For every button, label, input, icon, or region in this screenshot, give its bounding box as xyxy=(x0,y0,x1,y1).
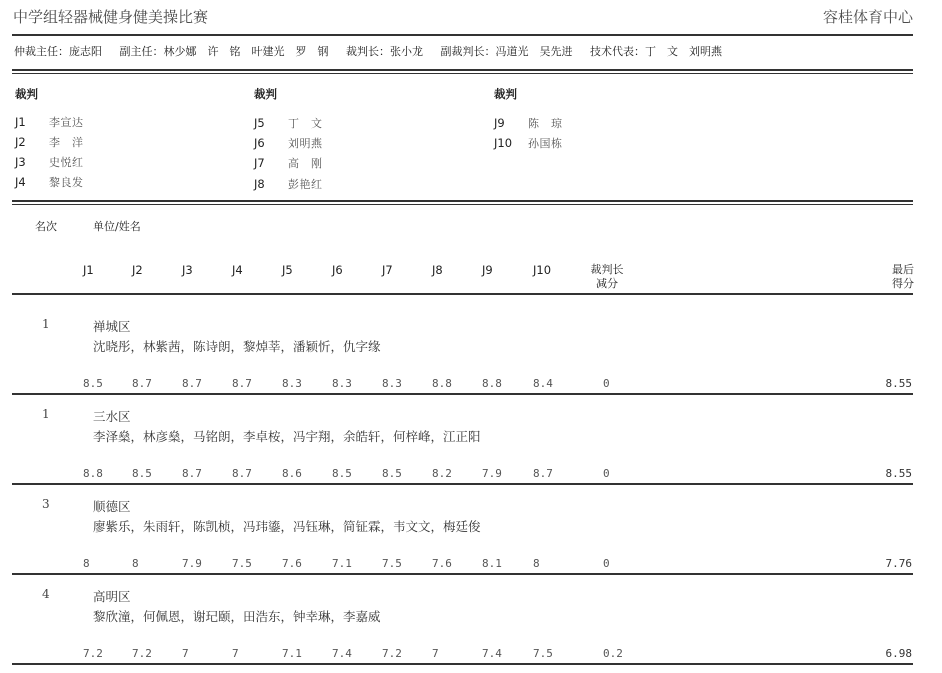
judge-score: 8.7 xyxy=(232,377,252,390)
venue-name: 容桂体育中心 xyxy=(822,8,913,26)
judge-entry: J8 彭艳红 xyxy=(254,177,323,191)
deduction-value: 0 xyxy=(603,377,610,390)
page-title: 中学组轻器械健身健美操比赛 xyxy=(13,8,209,26)
judge-entry: J6 刘明燕 xyxy=(254,136,323,150)
judge-score: 7.9 xyxy=(482,467,502,480)
rank-column-header: 名次 xyxy=(35,220,57,233)
judge-score: 7.2 xyxy=(382,647,402,660)
team-members: 李泽燊，林彦燊，马铭朗，李卓桉，冯宇翔，余皓轩，何梓峰，江正阳 xyxy=(93,429,481,444)
final-score: 7.76 xyxy=(885,557,912,570)
divider xyxy=(12,293,913,295)
judge-score: 7.4 xyxy=(482,647,502,660)
judge-column-header: J1 xyxy=(83,263,94,277)
row-divider xyxy=(12,393,913,395)
divider xyxy=(12,204,913,205)
final-score: 8.55 xyxy=(885,377,912,390)
judge-score: 7.5 xyxy=(533,647,553,660)
judge-entry: J10 孙国栋 xyxy=(494,136,563,150)
judge-entry: J9 陈 琼 xyxy=(494,116,563,130)
judge-column-header: J6 xyxy=(332,263,343,277)
judge-entry: J1 李宣达 xyxy=(15,115,84,129)
divider xyxy=(12,69,913,71)
deduction-column-header: 裁判长 减分 xyxy=(590,263,624,290)
row-divider xyxy=(12,573,913,575)
judges-heading: 裁判 xyxy=(494,87,517,101)
divider xyxy=(12,73,913,74)
judge-score: 7 xyxy=(432,647,439,660)
judge-score: 7 xyxy=(232,647,239,660)
judge-score: 8.3 xyxy=(282,377,302,390)
official-chief-arbiter: 仲裁主任：庞志阳 xyxy=(14,45,102,58)
judge-column-header: J7 xyxy=(382,263,393,277)
judge-score: 8.8 xyxy=(83,467,103,480)
judge-score: 8.7 xyxy=(533,467,553,480)
judge-score: 7.9 xyxy=(182,557,202,570)
judge-score: 8.2 xyxy=(432,467,452,480)
divider xyxy=(12,34,913,36)
team-members: 廖紫乐，朱雨轩，陈凯桢，冯玮鎏，冯钰琳，简钲霖，韦文文，梅廷俊 xyxy=(93,519,481,534)
judge-column-header: J5 xyxy=(282,263,293,277)
judge-score: 8.1 xyxy=(482,557,502,570)
judge-score: 8.7 xyxy=(132,377,152,390)
divider xyxy=(12,200,913,202)
official-head-judge: 裁判长：张小龙 xyxy=(346,45,423,58)
judge-column-header: J2 xyxy=(132,263,143,277)
judge-score: 8.7 xyxy=(182,467,202,480)
judge-score: 7.1 xyxy=(282,647,302,660)
rank-value: 3 xyxy=(42,497,50,511)
judge-column-header: J3 xyxy=(182,263,193,277)
final-score-column-header: 最后 得分 xyxy=(892,263,914,290)
judges-heading: 裁判 xyxy=(15,87,38,101)
unit-name: 三水区 xyxy=(93,409,131,424)
judge-entry: J3 史悦红 xyxy=(15,155,84,169)
judge-score: 8 xyxy=(83,557,90,570)
final-score: 8.55 xyxy=(885,467,912,480)
deduction-value: 0 xyxy=(603,467,610,480)
judge-score: 8 xyxy=(132,557,139,570)
judge-score: 7.6 xyxy=(282,557,302,570)
official-deputy-director: 副主任：林少娜 许 铭 叶建光 罗 钢 xyxy=(119,45,329,58)
row-divider xyxy=(12,483,913,485)
judge-score: 8.8 xyxy=(432,377,452,390)
judge-score: 7 xyxy=(182,647,189,660)
judge-score: 7.2 xyxy=(132,647,152,660)
judge-score: 8.5 xyxy=(332,467,352,480)
judge-column-header: J4 xyxy=(232,263,243,277)
judge-score: 8.5 xyxy=(382,467,402,480)
unit-name: 顺德区 xyxy=(93,499,131,514)
officials-line xyxy=(14,43,736,59)
judge-entry: J4 黎良发 xyxy=(15,175,84,189)
team-members: 沈晓彤，林紫茜，陈诗朗，黎焯莘，潘颖忻，仇字缘 xyxy=(93,339,381,354)
judges-heading: 裁判 xyxy=(254,87,277,101)
judge-score: 8 xyxy=(533,557,540,570)
unit-column-header: 单位/姓名 xyxy=(93,220,141,233)
judge-column-header: J10 xyxy=(533,263,552,277)
judge-score: 8.7 xyxy=(182,377,202,390)
judge-score: 7.5 xyxy=(232,557,252,570)
judge-score: 8.5 xyxy=(83,377,103,390)
judge-score: 8.3 xyxy=(332,377,352,390)
judge-entry: J2 李 洋 xyxy=(15,135,84,149)
team-members: 黎欣潼，何佩恩，谢玘颐，田浩东，钟幸琳，李嘉威 xyxy=(93,609,381,624)
official-deputy-head-judge: 副裁判长：冯道光 吴先进 xyxy=(440,45,573,58)
unit-name: 禅城区 xyxy=(93,319,131,334)
row-divider xyxy=(12,663,913,665)
judge-score: 7.4 xyxy=(332,647,352,660)
judge-score: 7.6 xyxy=(432,557,452,570)
judge-score: 8.5 xyxy=(132,467,152,480)
unit-name: 高明区 xyxy=(93,589,131,604)
rank-value: 4 xyxy=(42,587,50,601)
judge-score: 8.7 xyxy=(232,467,252,480)
judge-entry: J7 高 刚 xyxy=(254,156,323,170)
judge-score: 7.5 xyxy=(382,557,402,570)
official-technical-delegate: 技术代表：丁 文 刘明燕 xyxy=(590,45,722,58)
judge-score: 8.8 xyxy=(482,377,502,390)
judge-score: 7.2 xyxy=(83,647,103,660)
judge-column-header: J8 xyxy=(432,263,443,277)
judge-score: 8.4 xyxy=(533,377,553,390)
judge-column-header: J9 xyxy=(482,263,493,277)
rank-value: 1 xyxy=(42,407,50,421)
final-score: 6.98 xyxy=(885,647,912,660)
judge-score: 8.3 xyxy=(382,377,402,390)
rank-value: 1 xyxy=(42,317,50,331)
deduction-value: 0.2 xyxy=(603,647,623,660)
judge-entry: J5 丁 文 xyxy=(254,116,323,130)
judge-score: 7.1 xyxy=(332,557,352,570)
deduction-value: 0 xyxy=(603,557,610,570)
judge-score: 8.6 xyxy=(282,467,302,480)
